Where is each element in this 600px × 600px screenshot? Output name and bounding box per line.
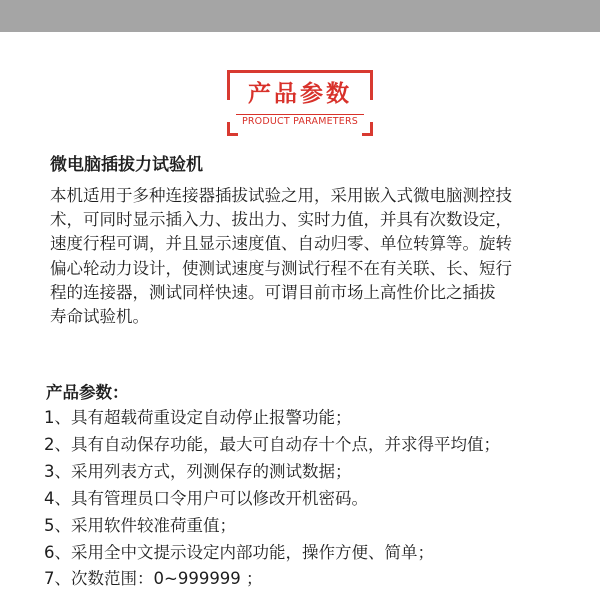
section-heading xyxy=(227,70,373,136)
top-banner-bar xyxy=(0,0,600,32)
description-line: 本机适用于多种连接器插拔试验之用，采用嵌入式微电脑测控技 xyxy=(50,186,512,205)
product-description xyxy=(50,184,560,329)
params-title: 产品参数： xyxy=(46,383,129,402)
description-line: 寿命试验机。 xyxy=(50,307,149,327)
param-item: 5、采用软件较准荷重值； xyxy=(44,515,236,535)
param-list xyxy=(44,405,500,593)
param-item: 2、具有自动保存功能，最大可自动存十个点，并求得平均值； xyxy=(44,434,500,454)
heading-subtitle-box xyxy=(236,114,364,131)
description-line: 速度行程可调，并且显示速度值、自动归零、单位转算等。旋转 xyxy=(50,234,512,254)
frame-bottom-right-stub xyxy=(370,122,373,136)
frame-top-line xyxy=(227,70,373,73)
description-line: 偏心轮动力设计，使测试速度与测试行程不在有关联、长、短行 xyxy=(50,258,512,278)
heading-title-cn: 产品参数 xyxy=(248,81,352,107)
param-item: 7、次数范围：0~999999 ； xyxy=(44,569,263,589)
param-item: 3、采用列表方式，列测保存的测试数据； xyxy=(44,461,352,481)
param-item: 1、具有超载荷重设定自动停止报警功能； xyxy=(44,408,352,427)
param-item: 4、具有管理员口令用户可以修改开机密码。 xyxy=(44,488,368,508)
heading-title-en: PRODUCT PARAMETERS xyxy=(241,116,359,127)
param-item: 6、采用全中文提示设定内部功能，操作方便、简单； xyxy=(44,542,434,562)
description-line: 程的连接器，测试同样快速。可谓目前市场上高性价比之插拔 xyxy=(50,282,496,302)
description-line: 术，可同时显示插入力、拔出力、实时力值，并具有次数设定， xyxy=(50,210,512,230)
frame-bottom-left-stub xyxy=(227,122,230,136)
product-title: 微电脑插拔力试验机 xyxy=(50,155,203,175)
